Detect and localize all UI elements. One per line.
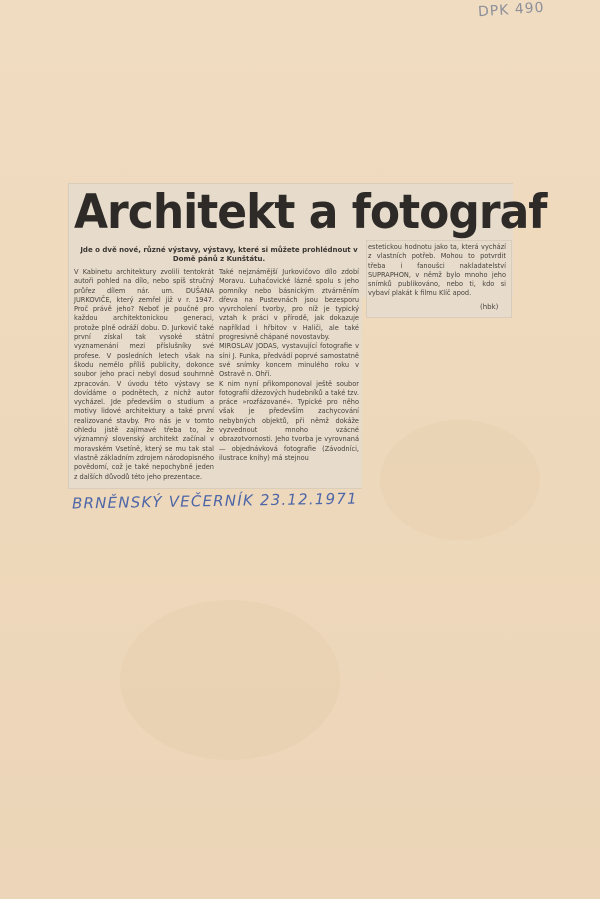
article-column-2: Také nejznámější Jurkovičovo dílo zdobí Moravu. Luhačovické lázně spolu s jeho pomníky nebo básnickým ztvárněním dřeva na Pustevnách jsou bezesporu vyvrcholení tvorby, pro níž je typický vztah k práci v přírodě, jak dokazuje například i hřbitov v Haliči, ale také progresivně chápané novostavby. MIROSLAV JODAS, vystavující fotografie v síni J. Funka, předvádí poprvé samostatně své snímky koncem minulého roku v Ostravě n. Ohří. K nim nyní přikomponoval ještě soubor fotografií džezových hudebníků a také tzv. práce »rozfázované«. Typické pro něho však je především zachycování nebybných objektů, při němž dokáže vyzvednout mnoho vzácné obrazotvornosti. Jeho tvorba je vyrovnaná — objednávková fotografie (Závodníci, ilustrace knihy) má stejnou bbox=[219, 268, 359, 462]
author-signature: (hbk) bbox=[480, 303, 499, 311]
handwritten-source-note: BRNĚNSKÝ VEČERNÍK 23.12.1971 bbox=[71, 489, 358, 513]
article-lead: Jde o dvě nové, různé výstavy, výstavy, které si můžete prohlédnout v Domě pánů z Kunštátu. bbox=[80, 246, 358, 263]
article-column-3: estetickou hodnotu jako ta, která vychází z vlastních potřeb. Mohou to potvrdit třeba i fanoušci nakladatelství SUPRAPHON, v němž bylo mnoho jeho snímků publikováno, nebo ti, kdo si vybaví plakát k filmu Klíč apod. bbox=[368, 243, 506, 298]
article-title: Architekt a fotograf bbox=[74, 184, 547, 240]
paper-stain bbox=[120, 600, 340, 760]
paper-stain bbox=[380, 420, 540, 540]
archive-number: DPK 490 bbox=[477, 0, 546, 21]
article-column-1: V Kabinetu architektury zvolili tentokrát autoři pohled na dílo, nebo spíš stručný průřez dílem nár. um. DUŠANA JURKOVIČE, který zemřel již v r. 1947. Proč právě jeho? Neboť je poučné pro každou architektonickou generaci, protože plně odráží dobu. D. Jurkovič také první získal tak vysoké státní vyznamenání mezi příslušníky své profese. V posledních letech však na škodu nemělo příliš publicity, dokonce soubor jeho prací nebyl dosud souhrnně zpracován. V úvodu této výstavy se dovídáme o podnětech, z nichž autor vycházel. Jde především o studium a motivy lidové architektury a také první realizované stavby. Pro nás je v tomto ohledu jistě zajímavé třeba to, že významný slovenský architekt začínal v moravském Vsetíně, který se mu tak stal vlastně základním zdrojem národopisného povědomí, což je také nepochybně jeden z dalších důvodů této jeho prezentace. bbox=[74, 268, 214, 481]
